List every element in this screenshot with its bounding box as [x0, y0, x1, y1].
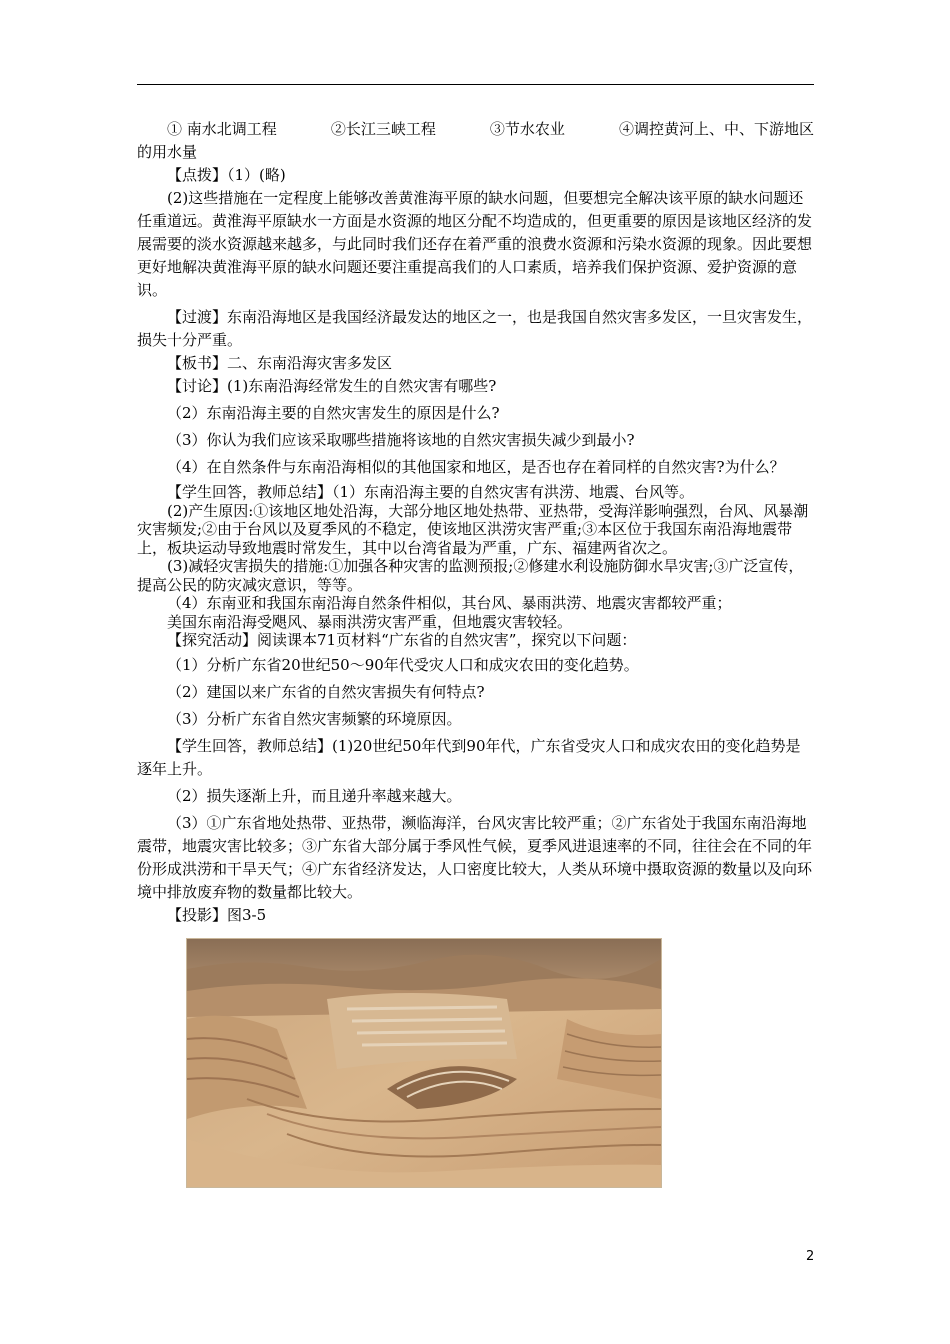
paragraph: （3）分析广东省自然灾害频繁的环境原因。	[167, 709, 462, 728]
options-row	[137, 118, 814, 141]
loess-terrace-photo	[186, 938, 662, 1188]
header-rule	[137, 84, 814, 85]
option-3: ③节水农业	[489, 120, 565, 138]
paragraph: 【学生回答，教师总结】(1)20世纪50年代到90年代，广东省受灾人口和成灾农田的变化趋势是逐年上升。	[137, 736, 801, 778]
paragraph: 【点拨】（1）(略)	[167, 166, 286, 184]
page-number: 2	[806, 1249, 815, 1264]
option-2: ②长江三峡工程	[330, 120, 436, 138]
paragraph-list	[137, 164, 814, 927]
paragraph: （4）东南亚和我国东南沿海自然条件相似，其台风、暴雨洪涝、地震灾害都较严重；	[167, 594, 732, 612]
paragraph: （2）损失逐渐上升，而且递升率越来越大。	[167, 786, 462, 805]
paragraph: （3）你认为我们应该采取哪些措施将该地的自然灾害损失减少到最小?	[167, 431, 635, 449]
paragraph: 【探究活动】阅读课本71页材料“广东省的自然灾害”，探究以下问题：	[167, 631, 637, 649]
document-body	[137, 118, 814, 927]
paragraph: （1）分析广东省20世纪50～90年代受灾人口和成灾农田的变化趋势。	[167, 655, 639, 674]
option-1: ① 南水北调工程	[167, 120, 277, 138]
paragraph: 【讨论】(1)东南沿海经常发生的自然灾害有哪些?	[167, 377, 497, 395]
paragraph: 【过渡】东南沿海地区是我国经济最发达的地区之一，也是我国自然灾害多发区，一旦灾害发生，损失十分严重。	[137, 308, 813, 349]
paragraph: 【板书】二、东南沿海灾害多发区	[167, 354, 393, 372]
option-4: ④调控黄河上、中、下游地区	[618, 120, 814, 138]
paragraph: （2）建国以来广东省的自然灾害损失有何特点?	[167, 682, 485, 701]
paragraph: 美国东南沿海受飓风、暴雨洪涝灾害严重，但地震灾害较轻。	[167, 612, 573, 631]
paragraph: (3)减轻灾害损失的措施:①加强各种灾害的监测预报;②修建水利设施防御水旱灾害;③广泛宣传，提高公民的防灾减灾意识，等等。	[137, 557, 804, 594]
paragraph: (2)产生原因:①该地区地处沿海，大部分地区地处热带、亚热带，受海洋影响强烈，台风、风暴潮灾害频发;②由于台风以及夏季风的不稳定，使该地区洪涝灾害严重;③本区位于我国东南沿海地震带上，板块运动导致地震时常发生，其中以台湾省最为严重，广东、福建两省次之。	[137, 501, 809, 557]
paragraph: (2)这些措施在一定程度上能够改善黄淮海平原的缺水问题，但要想完全解决该平原的缺水问题还任重道远。黄淮海平原缺水一方面是水资源的地区分配不均造成的，但更重要的原因是该地区经济的发展需要的淡水资源越来越多，与此同时我们还存在着严重的浪费水资源和污染水资源的现象。因此要想更好地解决黄淮海平原的缺水问题还要注重提高我们的人口素质，培养我们保护资源、爱护资源的意识。	[137, 189, 813, 299]
paragraph: 【投影】图3-5	[167, 905, 267, 924]
paragraph: 【学生回答，教师总结】（1）东南沿海主要的自然灾害有洪涝、地震、台风等。	[167, 483, 695, 501]
paragraph: （4）在自然条件与东南沿海相似的其他国家和地区，是否也存在着同样的自然灾害?为什么？	[167, 458, 785, 476]
paragraph: （3）①广东省地处热带、亚热带，濒临海洋，台风灾害比较严重；②广东省处于我国东南沿海地震带，地震灾害比较多；③广东省大部分属于季风性气候，夏季风进退速率的不同，往往会在不同的年份形成洪涝和干旱天气；④广东省经济发达，人口密度比较大，人类从环境中摄取资源的数量以及向环境中排放废弃物的数量都比较大。	[137, 813, 813, 901]
options-continuation: 的用水量	[137, 143, 198, 161]
paragraph: （2）东南沿海主要的自然灾害发生的原因是什么?	[167, 404, 500, 422]
